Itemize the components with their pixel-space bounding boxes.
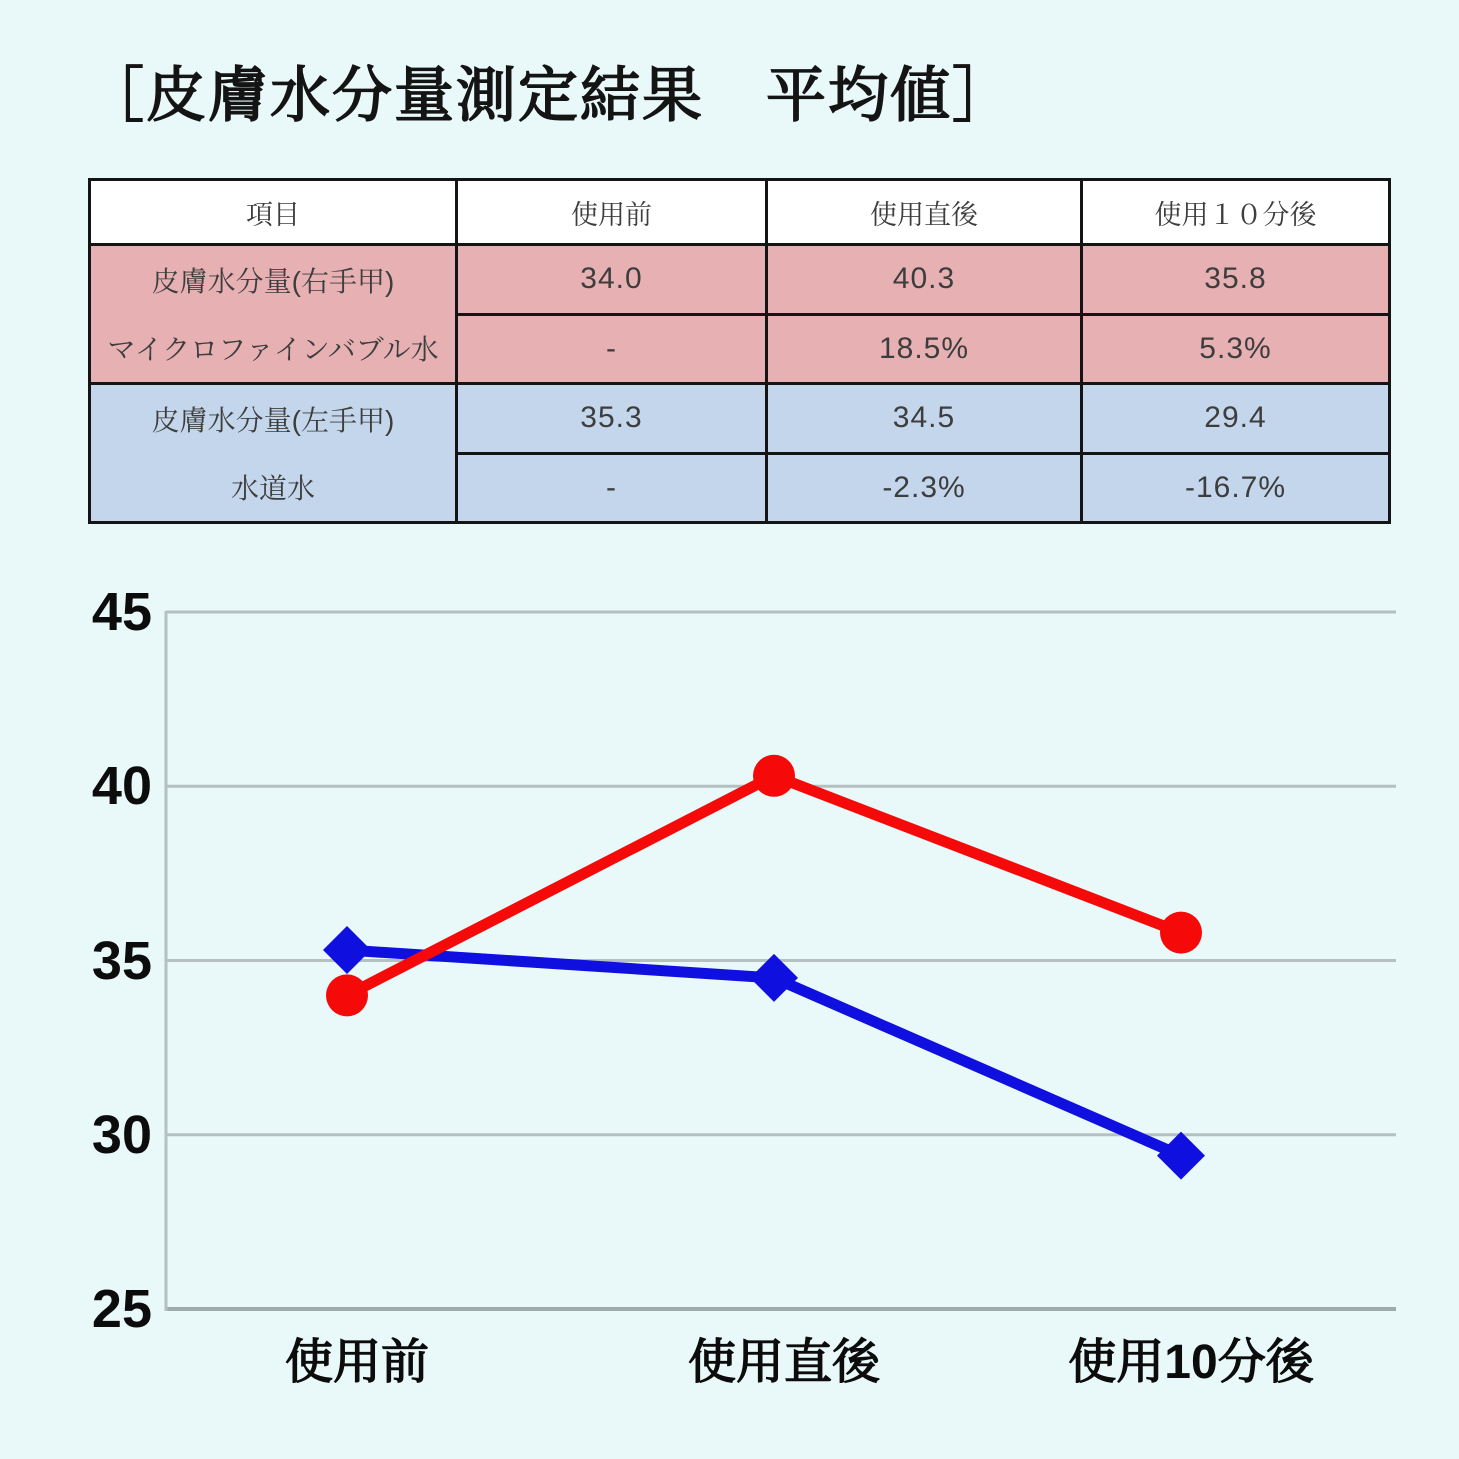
value-cell: 34.5 (767, 384, 1082, 454)
percent-cell: 5.3% (1082, 314, 1390, 384)
x-axis-label-2: 使用10分後 (1068, 1336, 1314, 1389)
marker-circle-0-1 (753, 755, 795, 797)
table-header-row (90, 180, 1390, 245)
y-axis-tick-30: 30 (91, 1104, 152, 1165)
y-axis-tick-45: 45 (91, 582, 152, 642)
row-label-line2: マイクロファインバブル水 (107, 334, 439, 365)
table-row (90, 384, 1390, 454)
marker-circle-0-2 (1160, 912, 1202, 954)
header-10min-after-use: 使用１０分後 (1082, 180, 1390, 245)
percent-cell: - (457, 314, 767, 384)
row-label-line1: 皮膚水分量(左手甲) (151, 405, 395, 436)
y-axis-tick-25: 25 (91, 1279, 152, 1339)
y-axis-tick-40: 40 (91, 756, 152, 817)
row-label-tap-water (90, 384, 457, 523)
row-label-line2: 水道水 (230, 473, 315, 504)
percent-cell: -2.3% (767, 453, 1082, 523)
moisture-line-chart (0, 560, 1459, 1459)
value-cell: 29.4 (1082, 384, 1390, 454)
y-axis-tick-35: 35 (91, 930, 152, 991)
value-cell: 35.8 (1082, 245, 1390, 315)
percent-cell: - (457, 453, 767, 523)
header-right-after-use: 使用直後 (767, 180, 1082, 245)
table-row (90, 245, 1390, 315)
value-cell: 35.3 (457, 384, 767, 454)
row-label-line1: 皮膚水分量(右手甲) (151, 266, 395, 297)
header-before-use: 使用前 (457, 180, 767, 245)
header-item: 項目 (90, 180, 457, 245)
x-axis-label-1: 使用直後 (687, 1336, 880, 1389)
marker-diamond-1-0 (323, 926, 371, 974)
x-axis-label-0: 使用前 (284, 1336, 429, 1389)
percent-cell: -16.7% (1082, 453, 1390, 523)
row-label-microfine-bubble-water (90, 245, 457, 384)
marker-diamond-1-2 (1157, 1132, 1205, 1180)
value-cell: 34.0 (457, 245, 767, 315)
page-title: ［皮膚水分量測定結果 平均値］ (84, 62, 1014, 129)
percent-cell: 18.5% (767, 314, 1082, 384)
value-cell: 40.3 (767, 245, 1082, 315)
marker-circle-0-0 (326, 974, 368, 1016)
measurement-result-table (88, 178, 1391, 524)
